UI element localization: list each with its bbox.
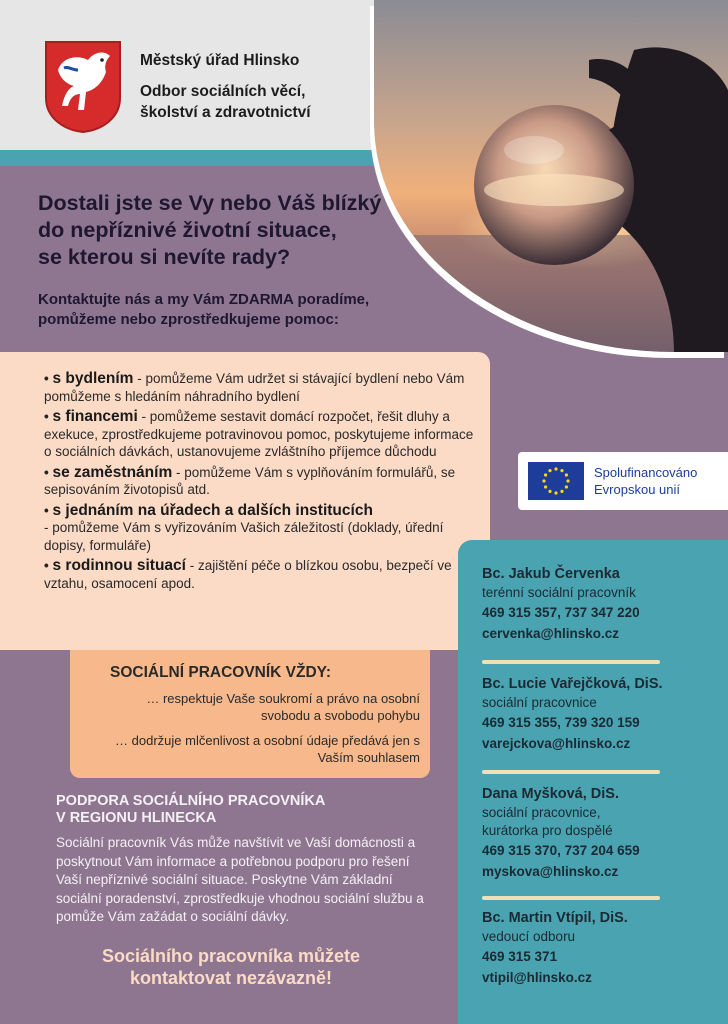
contact-name: Bc. Jakub Červenka xyxy=(482,566,620,582)
contact-phone[interactable]: 469 315 370, 737 204 659 xyxy=(482,843,640,858)
support-call-to-action xyxy=(56,945,406,989)
contact-email[interactable]: myskova@hlinsko.cz xyxy=(482,864,619,879)
contact-role-2: kurátorka pro dospělé xyxy=(482,823,613,838)
eu-flag-icon xyxy=(528,462,584,500)
help-topic: s financemi xyxy=(52,408,138,425)
bullet-icon: • xyxy=(44,558,53,573)
contacts-panel xyxy=(458,540,728,1024)
help-item xyxy=(44,370,476,405)
help-topic: s rodinnou situací xyxy=(52,557,186,574)
eu-cofunded-badge xyxy=(518,452,728,510)
subheadline xyxy=(38,290,458,330)
department-line-2: školství a zdravotnictví xyxy=(140,104,311,121)
contact-name: Dana Myšková, DiS. xyxy=(482,786,619,802)
help-text: - zajištění péče o blízkou osobu, bezpečí ve vztahu, osamocení apod. xyxy=(44,558,452,591)
contact-divider xyxy=(482,896,660,900)
contact-role: sociální pracovnice, xyxy=(482,805,601,820)
office-name: Městský úřad Hlinsko xyxy=(140,52,300,69)
help-item xyxy=(44,464,476,499)
social-worker-title: SOCIÁLNÍ PRACOVNÍK VŽDY: xyxy=(110,664,332,681)
office-header xyxy=(140,50,311,123)
help-item xyxy=(44,502,476,555)
contact-card xyxy=(482,908,728,1018)
eu-text xyxy=(594,464,697,498)
help-topic: s jednáním na úřadech a dalších institucích xyxy=(52,501,373,519)
contact-email[interactable]: varejckova@hlinsko.cz xyxy=(482,736,631,751)
bullet-icon: • xyxy=(44,502,53,518)
contact-divider xyxy=(482,660,660,664)
contact-email[interactable]: cervenka@hlinsko.cz xyxy=(482,626,619,641)
help-item xyxy=(44,408,476,461)
subhead-line-2: pomůžeme nebo zprostředkujeme pomoc: xyxy=(38,311,339,328)
subhead-line-1: Kontaktujte nás a my Vám ZDARMA poradíme, xyxy=(38,291,370,308)
bullet-icon: • xyxy=(44,409,53,424)
help-text: - pomůžeme Vám s vyplňováním formulářů, se sepisováním životopisů atd. xyxy=(44,464,456,497)
hlinsko-coat-of-arms-icon xyxy=(44,40,122,134)
cta-line-1: Sociálního pracovníka můžete xyxy=(101,946,361,966)
support-title xyxy=(56,793,416,827)
contact-phone[interactable]: 469 315 355, 739 320 159 xyxy=(482,715,640,730)
headline xyxy=(38,190,458,271)
support-title-line-2: V REGIONU HLINECKA xyxy=(56,810,217,826)
help-item xyxy=(44,557,476,592)
help-topic: se zaměstnáním xyxy=(52,463,173,481)
help-text: - pomůžeme Vám s vyřizováním Vašich záležitostí (doklady, úřední dopisy, formuláře) xyxy=(44,520,444,553)
social-worker-line-2: … dodržuje mlčenlivost a osobní údaje předává jen s Vaším souhlasem xyxy=(115,733,420,765)
contact-card xyxy=(482,564,728,674)
bullet-icon: • xyxy=(44,371,53,386)
eu-text-line-1: Spolufinancováno xyxy=(594,465,698,480)
contact-role: terénní sociální pracovník xyxy=(482,585,636,600)
contact-name: Bc. Lucie Vařejčková, DiS. xyxy=(482,676,663,692)
support-title-line-1: PODPORA SOCIÁLNÍHO PRACOVNÍKA xyxy=(56,793,326,809)
contact-phone[interactable]: 469 315 357, 737 347 220 xyxy=(482,605,640,620)
contact-card xyxy=(482,674,728,784)
contact-card xyxy=(482,784,728,908)
eu-text-line-2: Evropskou unií xyxy=(594,482,680,497)
cta-line-2: kontaktovat nezávazně! xyxy=(129,968,333,988)
contact-role: sociální pracovnice xyxy=(482,695,597,710)
headline-line-3: se kterou si nevíte rady? xyxy=(38,245,291,269)
help-areas-box xyxy=(0,352,490,650)
headline-line-2: do nepříznivé životní situace, xyxy=(38,218,337,242)
bullet-icon: • xyxy=(44,464,53,480)
contact-name: Bc. Martin Vtípil, DiS. xyxy=(482,910,628,926)
contact-phone[interactable]: 469 315 371 xyxy=(482,949,558,964)
contact-divider xyxy=(482,770,660,774)
department-line-1: Odbor sociálních věcí, xyxy=(140,83,306,100)
social-worker-always-box xyxy=(70,650,430,778)
contact-email[interactable]: vtipil@hlinsko.cz xyxy=(482,970,592,985)
support-text: Sociální pracovník Vás může navštívit ve Vaší domácnosti a poskytnout Vám informace a potřebnou podporu pro řešení Vaší nepříznivé sociální situace. Poskytne Vám základní sociální poradenství, zprostředkuje vhodnou sociální službu a pomůže Vám zažádat o sociální dávky. xyxy=(56,835,424,924)
help-text: - pomůžeme Vám udržet si stávající bydlení nebo Vám pomůžeme s hledáním náhradního bydlení xyxy=(44,371,465,404)
help-topic: s bydlením xyxy=(52,370,134,387)
help-text: - pomůžeme sestavit domácí rozpočet, řešit dluhy a exekuce, zprostředkujeme potravinovou pomoc, poskytujeme informace o sociálních dávkách, ustanovujeme zvláštního příjemce důchodu xyxy=(44,409,474,459)
contact-role: vedoucí odboru xyxy=(482,929,576,944)
social-worker-line-1: … respektuje Vaše soukromí a právo na osobní svobodu a svobodu pohybu xyxy=(146,691,420,723)
headline-line-1: Dostali jste se Vy nebo Váš blízký xyxy=(38,191,382,215)
